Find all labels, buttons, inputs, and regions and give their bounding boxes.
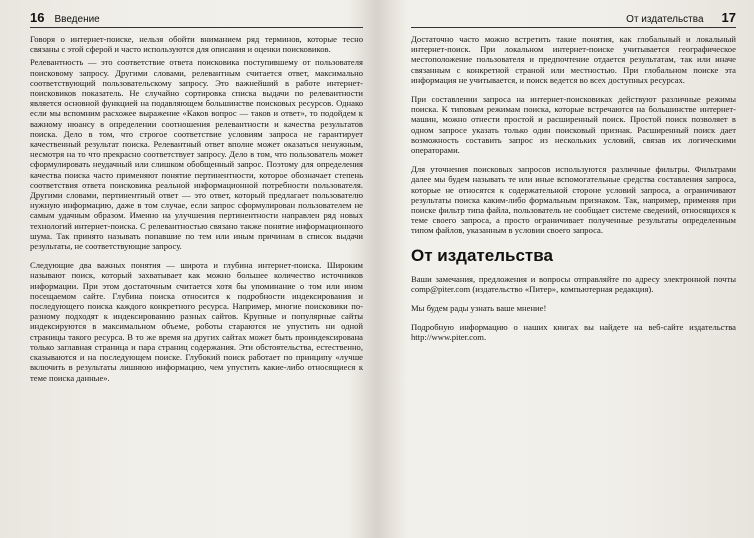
page-number: 17 <box>721 10 736 25</box>
section-title: От издательства <box>626 14 704 25</box>
paragraph: Достаточно часто можно встретить такие понятия, как глобальный и локальный интернет-поиск. При локальном интернет-поиске учитывается географическое местоположение пользователя и предпочтение отдается результатам, так или иначе связанным с конкретной страной или местностью. При глобальном поиске эта информация не учитывается, и поиск ведется во всех доступных ресурсах. <box>411 34 736 85</box>
publisher-paragraph: Подробную информацию о наших книгах вы найдете на веб-сайте издательства http://www.piter.com. <box>411 322 736 343</box>
paragraph: Для уточнения поисковых запросов используются различные фильтры. Фильтрами далее мы будем называть те или иные вспомогательные средства составления запроса, которые не относятся к содержательной стороне условий запроса, а ограничивают результаты поиска каким-либо формальным признаком. Так, например, применяя при поиске фильтр типа файла, пользователь не сообщает системе сведений, относящихся к теме своего запроса, а просто ограничивает полученные результаты определенным типом файлов, указанным в условии своего запроса. <box>411 164 736 236</box>
right-running-header <box>411 10 736 28</box>
publisher-paragraph: Ваши замечания, предложения и вопросы отправляйте по адресу электронной почты comp@piter.com (издательство «Питер», компьютерная редакция). <box>411 273 736 294</box>
chapter-heading: От издательства <box>411 245 553 265</box>
publisher-paragraph: Мы будем рады узнать ваше мнение! <box>411 303 547 314</box>
paragraph: При составлении запроса на интернет-поисковиках действуют различные режимы поиска. К типовым режимам поиска, которые встречаются на большинстве интернет-машин, можно отнести простой и расширенный поиск. Простой поиск позволяет в одном запросе указать только один поисковый признак. Расширенный поиск дает возможность составить запрос из нескольких условий, связав их логическими операторами. <box>411 94 736 156</box>
paragraph: Говоря о интернет-поиске, нельзя обойти вниманием ряд терминов, которые тесно связаны с этой сферой и часто используются для описания и оценки поисковиков. <box>30 34 363 55</box>
left-running-header <box>30 10 363 28</box>
section-title: Введение <box>54 14 100 25</box>
right-page <box>377 0 754 538</box>
page-number: 16 <box>30 10 45 25</box>
paragraph: Релевантность — это соответствие ответа поисковика поступившему от пользователя поисковому запросу. Другими словами, релевантным считается ответ, максимально соответствующий пользовательскому запросу. Это важнейший в работе интернет-поисковиков показатель. Не случайно сортировка списка выдачи по релевантности является основной функцией на подавляющем большинстве поисковых ресурсов. Однако если мы вспомним расхожее выражение «Каков вопрос — таков и ответ», то подойдем к важному нюансу в определении соотношения релевантности и качества результатов поиска. Дело в том, что строгое соответствие условиям запроса не гарантирует качественный результат поиска. Релевантный ответ вполне может оказаться ненужным, несмотря на то что прекрасно соответствует запросу. Дело в том, что пользователь может сформулировать неудачный или слишком обобщенный запрос. Поэтому для определения качества поиска часто применяют понятие пертинентности, которое обозначает степень соответствия ответа поисковика реальной информационной потребности пользователя. Другими словами, пертинентный ответ — это ответ, который предлагает пользователю нужную информацию, даже в том случае, если запрос сформулирован пользователем не самым удачным образом. Именно на улучшения пертинентности направлен ряд новых технологий интернет-поиска. С релевантностью связано также понятие информационного шума. Так принято называть попавшие по тем или иным причинам в список выдачи результаты, не соответствующие запросу. <box>30 57 363 252</box>
paragraph: Следующие два важных понятия — широта и глубина интернет-поиска. Широким называют поиск, который захватывает как можно большее количество источников информации. При этом достаточным считается хотя бы упоминание о том или ином посещаемом сайте. Глубина поиска относится к подробности индексирования и последующего поиска каждого конкретного ресурса. Например, многие поисковики по-разному подходят к индексированию разных сайтов. Крупные и популярные сайты индексируются в максимальном объеме, роботы стараются не упустить ни одной страницы такого ресурса. В то же время на других сайтах может быть проиндексирована только заглавная страница и пара страниц содержания. Эти обстоятельства, естественно, сказываются и на последующем поиске. Глубокий поиск работает по принципу «лучше включить в результаты лишнюю информацию, чем упустить какие-либо относящиеся к теме поиска данные». <box>30 260 363 383</box>
